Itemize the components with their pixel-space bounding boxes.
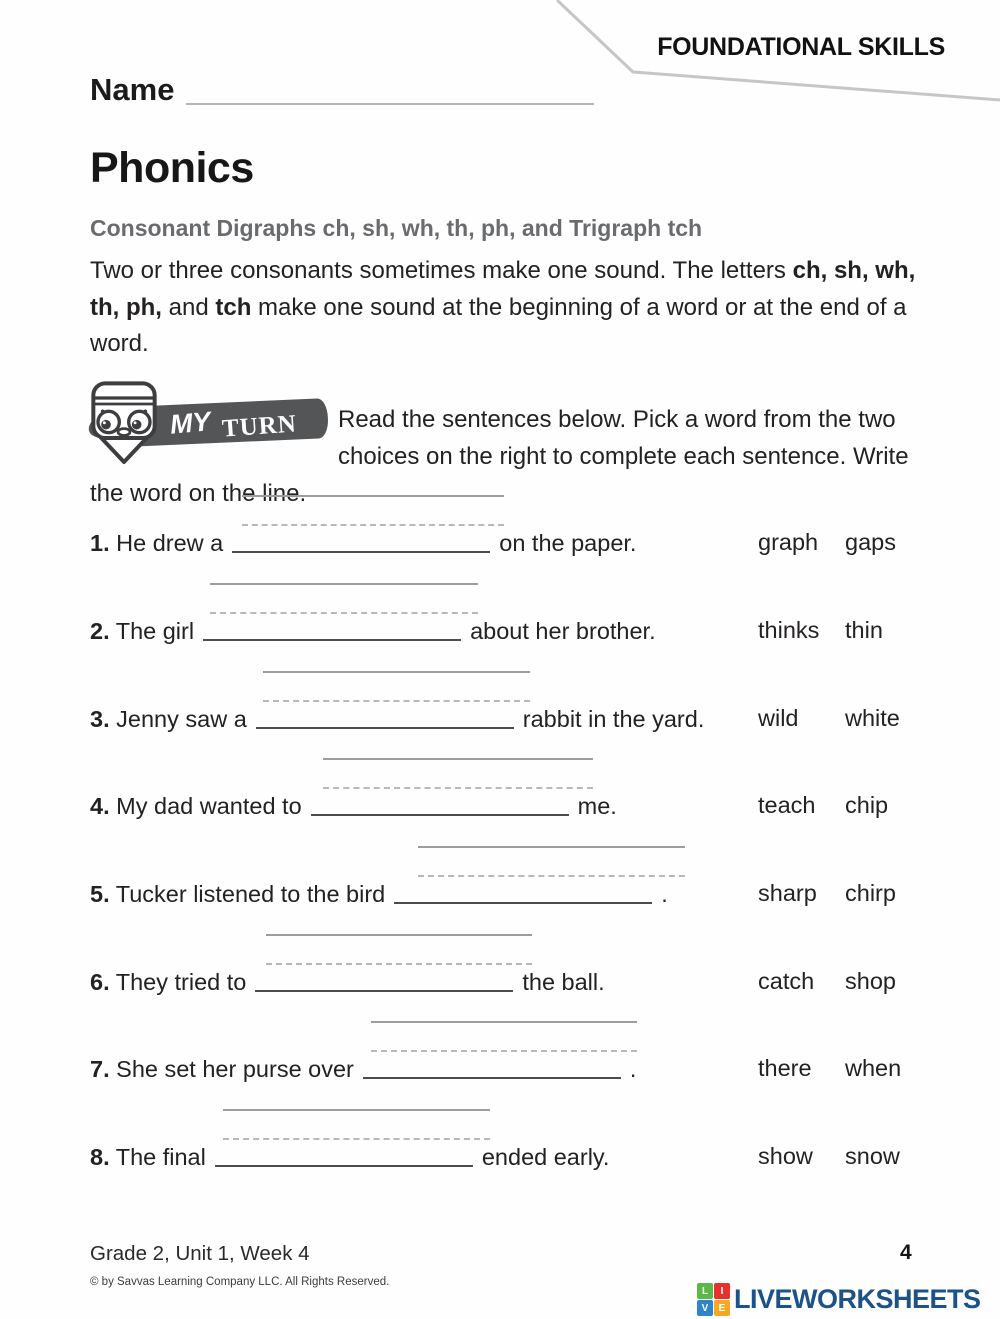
liveworksheets-block: E: [714, 1300, 730, 1316]
intro-text: make one sound at the beginning of a word or at the end of a word.: [90, 293, 907, 358]
handwriting-guide-topline: [263, 671, 530, 673]
word-choice: chirp: [845, 880, 896, 906]
sentence: [90, 529, 636, 557]
footer-course-info: Grade 2, Unit 1, Week 4: [90, 1242, 310, 1265]
word-choice: white: [845, 705, 900, 731]
handwriting-guide-topline: [418, 846, 685, 848]
liveworksheets-wordmark: LIVEWORKSHEETS: [734, 1284, 981, 1314]
item-number: 1.: [90, 530, 110, 556]
sentence-prefix: She set her purse over: [116, 1056, 354, 1082]
handwriting-guide-midline: [371, 1050, 637, 1052]
sentence-prefix: Jenny saw a: [116, 706, 247, 732]
item-number: 8.: [90, 1144, 110, 1170]
word-choice: when: [845, 1055, 902, 1081]
word-choice: graph: [758, 529, 819, 555]
intro-bold-trigraph: tch: [215, 293, 252, 321]
sentence: [90, 1055, 636, 1083]
handwriting-guide-midline: [266, 963, 532, 965]
my-turn-word-my: MY: [168, 406, 212, 440]
word-choice: teach: [758, 792, 816, 818]
exercise-item: [0, 583, 1000, 655]
sentence-suffix: .: [661, 881, 668, 907]
sentence: [90, 617, 656, 645]
answer-blank[interactable]: [215, 1143, 473, 1167]
answer-blank[interactable]: [394, 880, 652, 904]
exercise-item: [0, 1109, 1000, 1181]
handwriting-guide-topline: [323, 758, 593, 760]
word-choice: gaps: [845, 529, 896, 555]
item-number: 6.: [90, 969, 110, 995]
intro-bold-digraphs: ch, sh, wh, th, ph,: [90, 257, 916, 321]
answer-blank[interactable]: [232, 529, 490, 553]
sentence-suffix: on the paper.: [499, 530, 637, 556]
sentence-prefix: The girl: [115, 618, 195, 644]
corner-rule-line: [0, 0, 1000, 130]
my-turn-word-turn: TURN: [221, 410, 298, 443]
sentence: [90, 968, 605, 996]
word-choice: show: [758, 1143, 813, 1169]
exercise-item: [0, 758, 1000, 830]
sentence: [90, 880, 668, 908]
item-number: 2.: [90, 618, 110, 644]
word-choice: sharp: [758, 880, 817, 906]
handwriting-guide-midline: [210, 612, 478, 614]
sentence-suffix: the ball.: [522, 969, 605, 995]
footer-copyright: © by Savvas Learning Company LLC. All Rights Reserved.: [90, 1276, 390, 1288]
handwriting-guide-midline: [242, 524, 504, 526]
word-choice: thin: [845, 617, 883, 643]
sentence: [90, 1143, 609, 1171]
word-choice: shop: [845, 968, 896, 994]
sentence-suffix: about her brother.: [470, 618, 656, 644]
sentence-prefix: The final: [115, 1144, 206, 1170]
sentence-prefix: He drew a: [116, 530, 224, 556]
word-choice: wild: [758, 705, 799, 731]
name-input-line[interactable]: [186, 103, 594, 105]
liveworksheets-logo: [697, 1283, 981, 1316]
handwriting-guide-topline: [371, 1021, 637, 1023]
handwriting-guide-midline: [323, 787, 593, 789]
handwriting-guide-topline: [210, 583, 478, 585]
handwriting-guide-midline: [263, 700, 530, 702]
sentence-suffix: .: [629, 1056, 637, 1082]
item-number: 7.: [90, 1056, 110, 1082]
item-number: 3.: [90, 706, 110, 732]
liveworksheets-block: L: [697, 1283, 713, 1299]
pencil-mascot-icon: [84, 379, 164, 465]
answer-blank[interactable]: [256, 705, 514, 729]
item-number: 4.: [90, 793, 110, 819]
handwriting-guide-midline: [418, 875, 685, 877]
exercise-item: [0, 495, 1000, 567]
item-number: 5.: [90, 881, 110, 907]
sentence-suffix: ended early.: [481, 1144, 610, 1170]
handwriting-guide-topline: [242, 495, 504, 497]
word-choice: snow: [845, 1143, 900, 1169]
word-choice: there: [758, 1055, 812, 1081]
exercise-item: [0, 1021, 1000, 1093]
handwriting-guide-topline: [223, 1109, 490, 1111]
answer-blank[interactable]: [363, 1055, 621, 1079]
my-turn-badge: [90, 401, 338, 445]
liveworksheets-blocks-icon: [697, 1283, 730, 1316]
page-title: Phonics: [90, 144, 254, 192]
answer-blank[interactable]: [203, 617, 461, 641]
sentence: [90, 705, 704, 733]
sentence-prefix: Tucker listened to the bird: [115, 881, 386, 907]
lesson-subtitle: Consonant Digraphs ch, sh, wh, th, ph, and Trigraph tch: [90, 215, 703, 241]
intro-text: and: [161, 293, 216, 321]
sentence-suffix: rabbit in the yard.: [522, 706, 705, 732]
answer-blank[interactable]: [255, 968, 513, 992]
intro-paragraph: [90, 253, 932, 363]
page-number: 4: [900, 1241, 912, 1264]
exercise-item: [0, 671, 1000, 743]
sentence-prefix: They tried to: [115, 969, 247, 995]
directions-text: Read the sentences below. Pick a word from the two choices on the right to complete each sentence. Write the word on the line.: [90, 406, 909, 507]
sentence: [90, 792, 617, 820]
exercise-item: [0, 934, 1000, 1006]
word-choice: catch: [758, 968, 815, 994]
handwriting-guide-topline: [266, 934, 532, 936]
answer-blank[interactable]: [311, 792, 569, 816]
sentence-prefix: My dad wanted to: [116, 793, 302, 819]
name-label: Name: [90, 72, 175, 107]
word-choice: thinks: [758, 617, 820, 643]
sentence-suffix: me.: [577, 793, 617, 819]
liveworksheets-block: V: [697, 1300, 713, 1316]
intro-text: Two or three consonants sometimes make one sound. The letters: [90, 257, 793, 284]
liveworksheets-block: I: [714, 1283, 730, 1299]
banner-title: FOUNDATIONAL SKILLS: [657, 33, 945, 61]
handwriting-guide-midline: [223, 1138, 490, 1140]
exercise-item: [0, 846, 1000, 918]
word-choice: chip: [845, 792, 889, 818]
